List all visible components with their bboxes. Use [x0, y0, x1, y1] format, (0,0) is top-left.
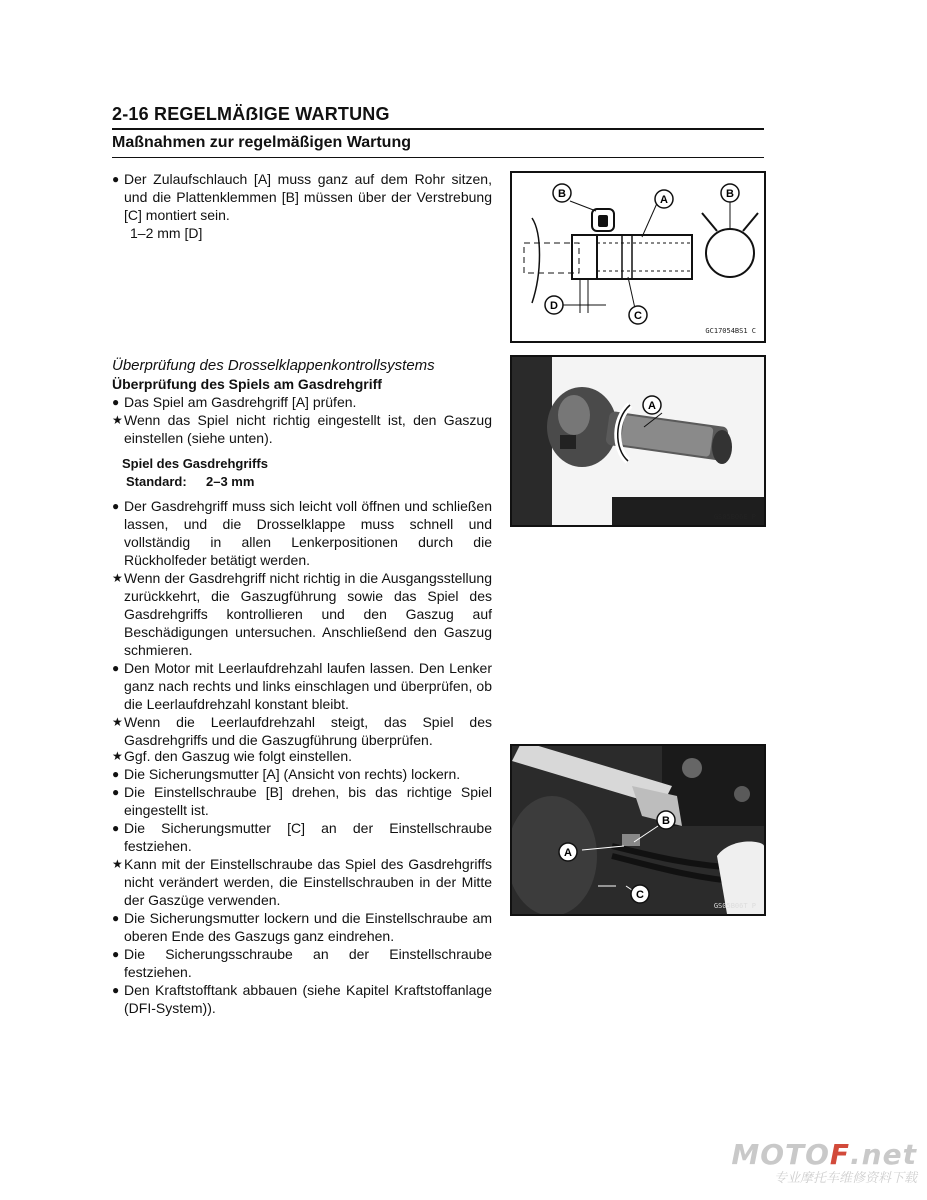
svg-text:A: A — [648, 400, 656, 412]
svg-text:A: A — [660, 194, 668, 206]
spec-title: Spiel des Gasdrehgriffs — [122, 456, 268, 471]
section-heading-italic: Überprüfung des Drosselklappenkontrollsystems — [112, 357, 435, 374]
label-b-left — [553, 184, 571, 202]
figure-cable-adjuster-photo — [510, 744, 766, 916]
list-item: ● Die Sicherungsmutter [C] an der Einstellschraube festziehen. — [112, 820, 492, 854]
list-item: ● Die Sicherungsmutter [A] (Ansicht von rechts) lockern. — [112, 766, 461, 782]
list-item: ● Die Einstellschraube [B] drehen, bis das richtige Spiel eingestellt ist. — [112, 784, 492, 818]
block-hose-clamp — [112, 170, 492, 242]
figure-throttle-grip-photo — [510, 355, 766, 527]
measure-text: 1–2 mm [D] — [130, 225, 203, 241]
cable-adjuster-drawing — [512, 746, 764, 914]
list-item: ● Der Gasdrehgriff muss sich leicht voll öffnen und schließen lassen, und die Drosselklappe muss schnell und vollständig in allen Lenkerpositionen durch die Rückholfeder betätigt werden. — [112, 498, 492, 568]
spec-value: 2–3 mm — [206, 474, 255, 489]
label-b-right — [721, 184, 739, 202]
list-item: ● Den Kraftstofftank abbauen (siehe Kapitel Kraftstoffanlage (DFI-System)). — [112, 982, 492, 1016]
bullet-icon: ● — [112, 983, 120, 997]
spec-label: Standard: — [126, 474, 187, 489]
label-a — [655, 190, 673, 208]
page-title: 2-16 REGELMÄẞIGE WARTUNG — [112, 104, 390, 124]
list-item: ● Den Motor mit Leerlaufdrehzahl laufen lassen. Den Lenker ganz nach rechts und links einschlagen und überprüfen, ob die Leerlaufdrehzahl konstant bleibt. — [112, 660, 492, 712]
list-item: ● Die Sicherungsmutter lockern und die Einstellschraube am oberen Ende des Gaszugs ganz eindrehen. — [112, 910, 492, 944]
svg-text:A: A — [564, 847, 572, 859]
watermark — [731, 1138, 917, 1186]
block-cable-adjust — [112, 747, 492, 1017]
title-rule — [112, 128, 764, 130]
label-d — [545, 296, 563, 314]
star-icon: ★ — [112, 857, 123, 871]
star-icon: ★ — [112, 571, 123, 585]
star-icon: ★ — [112, 749, 123, 763]
watermark-logo: MOTOF.net — [731, 1138, 917, 1171]
star-icon: ★ — [112, 413, 123, 427]
list-item: ★ Wenn das Spiel nicht richtig eingestellt ist, den Gaszug einstellen (siehe unten). — [112, 412, 492, 446]
subtitle-rule — [112, 157, 764, 158]
label-a — [559, 843, 577, 861]
section-heading-bold: Überprüfung des Spiels am Gasdrehgriff — [112, 376, 382, 392]
bullet-icon: ● — [112, 661, 120, 675]
bullet-icon: ● — [112, 395, 120, 409]
list-item: ★ Ggf. den Gaszug wie folgt einstellen. — [112, 748, 353, 764]
list-item: ★ Wenn die Leerlaufdrehzahl steigt, das Spiel des Gasdrehgriffs und die Gaszugführung überprüfen. — [112, 714, 492, 748]
block-throttle-check — [112, 357, 492, 749]
watermark-tagline: 专业摩托车维修资料下载 — [773, 1171, 917, 1186]
bullet-icon: ● — [112, 911, 120, 925]
list-item: ● Das Spiel am Gasdrehgriff [A] prüfen. — [112, 394, 357, 410]
bullet-icon: ● — [112, 947, 120, 961]
star-icon: ★ — [112, 715, 123, 729]
svg-text:D: D — [550, 300, 558, 312]
figure-code: GS05B06E P — [713, 513, 756, 521]
list-item: ● Der Zulaufschlauch [A] muss ganz auf dem Rohr sitzen, und die Plattenklemmen [B] müssen über der Verstrebung [C] montiert sein. — [112, 171, 492, 223]
figure-code: GS05B06T P — [713, 902, 756, 910]
spec-row — [112, 473, 492, 491]
figure-code: GC17054BS1 C — [705, 327, 756, 335]
bullet-icon: ● — [112, 499, 120, 513]
bullet-icon: ● — [112, 172, 120, 186]
svg-text:B: B — [662, 815, 670, 827]
hose-diagram-drawing — [512, 173, 764, 341]
bullet-icon: ● — [112, 821, 120, 835]
list-item: ● Die Sicherungsschraube an der Einstellschraube festziehen. — [112, 946, 492, 980]
list-item: ★ Kann mit der Einstellschraube das Spiel des Gasdrehgriffs nicht verändert werden, die Einstellschrauben in der Mitte der Gaszüge verwenden. — [112, 856, 492, 908]
throttle-grip-drawing — [512, 357, 764, 525]
svg-text:B: B — [726, 188, 734, 200]
figure-hose-diagram — [510, 171, 766, 343]
list-item: ★ Wenn der Gasdrehgriff nicht richtig in die Ausgangsstellung zurückkehrt, die Gaszugführung sowie das Spiel des Gasdrehgriffs kontrollieren und den Gaszug auf Beschädigungen untersuchen. Anschließend den Gaszug schmieren. — [112, 570, 492, 658]
bullet-icon: ● — [112, 785, 120, 799]
label-b — [657, 811, 675, 829]
bullet-icon: ● — [112, 767, 120, 781]
label-a — [643, 396, 661, 414]
label-c — [631, 885, 649, 903]
svg-text:B: B — [558, 188, 566, 200]
section-subtitle: Maßnahmen zur regelmäßigen Wartung — [112, 134, 411, 151]
svg-text:C: C — [634, 310, 642, 322]
svg-text:C: C — [636, 889, 644, 901]
label-c — [629, 306, 647, 324]
